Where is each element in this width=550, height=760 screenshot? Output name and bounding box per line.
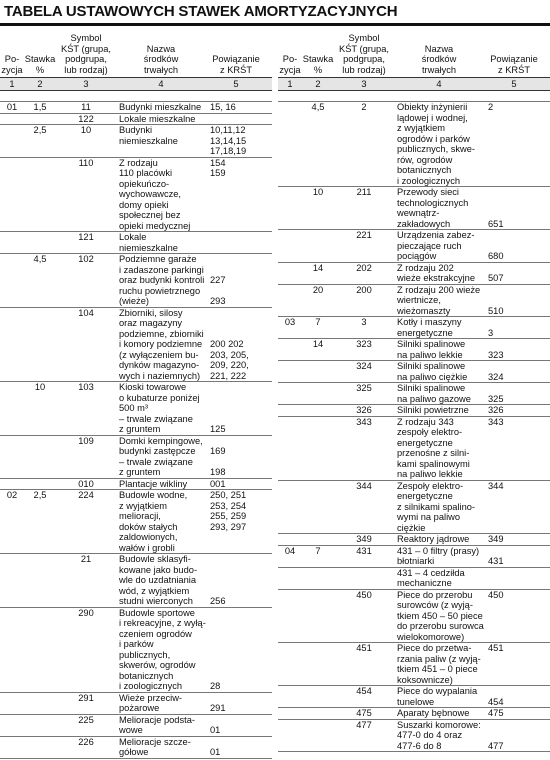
stawka-cell: [24, 232, 56, 253]
table-row: [278, 568, 550, 590]
powiazanie-text: 01: [210, 725, 221, 735]
stawka-cell: 20: [312, 284, 324, 295]
table-row: [278, 285, 550, 318]
nazwa-cell: Obiekty inżynierii lądowej i wodnej, z wyjątkiem ogrodów i parków publicznych, skwe- rów, ogrodów botanicznych i zoologicznych: [397, 102, 476, 186]
header-stawka: Stawka %: [24, 54, 56, 75]
pozycja-cell: [0, 554, 24, 607]
powiazanie-text: 28: [210, 681, 221, 691]
table-header: [278, 28, 550, 78]
powiazanie-cell: [484, 187, 544, 229]
column-number: 3: [83, 79, 89, 89]
pozycja-cell: [278, 534, 302, 545]
stawka-cell: [302, 708, 334, 719]
left-table: [0, 28, 272, 759]
powiazanie-cell: [484, 230, 544, 262]
symbol-cell: 349: [356, 534, 372, 544]
table-row: [278, 534, 550, 546]
symbol-cell: 450: [356, 589, 372, 600]
symbol-cell: 11: [81, 102, 91, 112]
powiazanie-cell: [206, 308, 266, 382]
powiazanie-cell: [484, 102, 544, 186]
symbol-cell: 10: [80, 125, 92, 135]
powiazanie-text: 431: [488, 556, 504, 566]
powiazanie-cell: [484, 405, 544, 416]
powiazanie-cell: [484, 720, 544, 752]
nazwa-cell: Zespoły elektro- energetyczne z silnikami spalino- wymi na paliwo ciężkie: [397, 480, 476, 533]
symbol-cell: 010: [78, 478, 94, 489]
table-row: [278, 405, 550, 417]
powiazanie-cell: [484, 546, 544, 567]
table-row: [278, 643, 550, 686]
pozycja-cell: [0, 308, 24, 382]
table-row: [0, 715, 272, 737]
stawka-cell: 10: [312, 187, 324, 197]
symbol-cell: 224: [78, 490, 94, 500]
pozycja-cell: [0, 232, 24, 253]
left-rows: [0, 102, 272, 759]
table-row: [278, 590, 550, 644]
symbol-cell: 104: [78, 307, 94, 318]
table-row: [278, 230, 550, 263]
column-numbers: [278, 78, 550, 91]
column-number: 5: [511, 79, 517, 89]
stawka-cell: [302, 720, 334, 752]
powiazanie-text: 651: [488, 218, 504, 229]
pozycja-cell: [0, 125, 24, 157]
header-nazwa: Nazwa środków trwałych: [421, 43, 457, 75]
nazwa-cell: Budowle wodne, z wyjątkiem melioracji, doków stałych zaldowionych, wałów i grobli: [119, 490, 188, 553]
column-number: 5: [233, 79, 239, 89]
table-row: [0, 254, 272, 308]
nazwa-cell: Zbiorniki, silosy oraz magazyny podziemne, zbiorniki i komory podziemne (z wyłączeniem bu- dynków magazyno- wych i naziemnych): [119, 307, 204, 381]
symbol-cell: 344: [356, 480, 372, 491]
powiazanie-text: 01: [210, 747, 221, 757]
table-row: [278, 708, 550, 720]
symbol-cell: 202: [356, 262, 372, 273]
powiazanie-cell: [484, 339, 544, 360]
powiazanie-cell: [484, 568, 544, 589]
nazwa-cell: Budynki niemieszkalne: [119, 125, 178, 146]
powiazanie-text: 2: [488, 102, 494, 112]
pozycja-cell: [278, 708, 302, 719]
column-number: 1: [287, 79, 293, 89]
powiazanie-text: 349: [488, 534, 504, 544]
pozycja-cell: [0, 693, 24, 714]
stawka-cell: [24, 436, 56, 478]
stawka-cell: 2,5: [33, 125, 47, 135]
powiazanie-text: 250, 251 253, 254 255, 259 293, 297: [210, 490, 247, 532]
stawka-cell: 14: [312, 339, 324, 349]
table-row: [278, 417, 550, 481]
powiazanie-text: 507: [488, 273, 504, 283]
symbol-cell: 109: [78, 435, 94, 446]
pozycja-cell: [0, 436, 24, 478]
powiazanie-text: 227 293: [210, 275, 226, 306]
stawka-cell: 14: [312, 262, 324, 273]
powiazanie-cell: [206, 382, 266, 435]
nazwa-cell: Podziemne garaże i zadaszone parkingi oraz budynki kontroli ruchu powietrznego (wieże): [119, 254, 205, 306]
symbol-cell: 291: [78, 692, 94, 703]
stawka-cell: [302, 417, 334, 480]
powiazanie-cell: [206, 554, 266, 607]
column-number: 4: [158, 79, 164, 89]
nazwa-cell: Przewody sieci technologicznych wewnątrz- zakładowych: [397, 187, 469, 229]
table-row: [0, 436, 272, 479]
nazwa-cell: Piece do przerobu surowców (z wyją- tkiem 450 – 50 piece do przerobu surowca wielokomorowe): [397, 589, 484, 642]
stawka-cell: [302, 568, 334, 589]
nazwa-cell: Piece do wypalania tunelowe: [397, 686, 478, 707]
table-row: [278, 383, 550, 405]
powiazanie-text: 001: [210, 478, 226, 489]
symbol-cell: 110: [78, 157, 94, 168]
column-numbers: [0, 78, 272, 91]
nazwa-cell: Aparaty bębnowe: [397, 708, 470, 718]
table-row: [0, 114, 272, 126]
right-table: [278, 28, 550, 752]
powiazanie-cell: [206, 125, 266, 157]
pozycja-cell: 04: [284, 545, 296, 556]
stawka-cell: [302, 405, 334, 416]
symbol-cell: 21: [80, 554, 92, 564]
nazwa-cell: Z rodzaju 200 wieże wiertnicze, wieżomaszty: [397, 284, 481, 316]
pozycja-cell: 02: [6, 490, 18, 500]
pozycja-cell: [278, 643, 302, 685]
pozycja-cell: [278, 417, 302, 480]
nazwa-cell: Silniki powietrzne: [397, 405, 469, 415]
nazwa-cell: Suszarki komorowe: 477-0 do 4 oraz 477-6 do 8: [397, 719, 481, 751]
table-row: [0, 232, 272, 254]
symbol-cell: 121: [78, 232, 94, 242]
symbol-cell: 211: [356, 187, 372, 197]
symbol-cell: 2: [361, 102, 367, 112]
stawka-cell: 4,5: [33, 254, 47, 264]
stawka-cell: [24, 737, 56, 758]
nazwa-cell: Silniki spalinowe na paliwo gazowe: [397, 383, 471, 404]
powiazanie-cell: [484, 534, 544, 545]
table-row: [0, 125, 272, 158]
nazwa-cell: Kioski towarowe o kubaturze poniżej 500 m³ – trwale związane z gruntem: [119, 382, 200, 434]
symbol-cell: 451: [356, 643, 372, 653]
pozycja-cell: [0, 715, 24, 736]
table-row: [0, 608, 272, 693]
symbol-cell: 226: [78, 736, 94, 747]
table-row: [0, 693, 272, 715]
table-row: [0, 382, 272, 436]
nazwa-cell: Lokale mieszkalne: [119, 113, 196, 124]
header-symbol: Symbol KŚT (grupa, podgrupa, lub rodzaj): [339, 33, 389, 75]
header-stawka: Stawka %: [302, 54, 334, 75]
powiazanie-cell: [206, 608, 266, 692]
column-separator: [274, 28, 275, 758]
header-pozycja: Po- zycja: [279, 54, 301, 75]
nazwa-cell: 431 – 0 filtry (prasy) błotniarki: [397, 545, 480, 566]
stawka-cell: [24, 479, 56, 490]
pozycja-cell: [0, 737, 24, 758]
symbol-cell: 324: [356, 361, 372, 371]
nazwa-cell: Reaktory jądrowe: [397, 534, 470, 544]
nazwa-cell: Piece do przetwa- rzania paliw (z wyją- tkiem 451 – 0 piece koksownicze): [397, 643, 481, 685]
symbol-cell: 102: [78, 254, 94, 264]
pozycja-cell: [278, 720, 302, 752]
powiazanie-cell: [484, 383, 544, 404]
header-symbol: Symbol KŚT (grupa, podgrupa, lub rodzaj): [61, 33, 111, 75]
column-number: 4: [436, 79, 442, 89]
powiazanie-text: 326: [488, 405, 504, 415]
table-row: [278, 686, 550, 708]
symbol-cell: [334, 568, 394, 589]
powiazanie-cell: [206, 737, 266, 758]
powiazanie-text: 450: [488, 589, 504, 600]
pozycja-cell: [278, 590, 302, 643]
table-row: [278, 361, 550, 383]
nazwa-cell: Kotły i maszyny energetyczne: [397, 317, 462, 338]
symbol-cell: 122: [78, 113, 94, 124]
nazwa-cell: Budynki mieszkalne: [119, 102, 202, 112]
pozycja-cell: [0, 114, 24, 125]
nazwa-cell: Urządzenia zabez- pieczające ruch pociągów: [397, 230, 475, 261]
powiazanie-text: 510: [488, 305, 504, 316]
powiazanie-cell: [484, 361, 544, 382]
powiazanie-text: 169 198: [210, 446, 226, 477]
powiazanie-cell: [206, 436, 266, 478]
powiazanie-text: 475: [488, 708, 504, 718]
nazwa-cell: Lokale niemieszkalne: [119, 232, 178, 253]
powiazanie-cell: [484, 317, 544, 338]
nazwa-cell: Z rodzaju 110 placówki opiekuńczo- wychowawcze, domy opieki społecznej bez opieki medycznej: [119, 157, 191, 231]
nazwa-cell: 431 – 4 cedziłda mechaniczne: [397, 567, 465, 588]
powiazanie-cell: [206, 490, 266, 553]
pozycja-cell: [278, 263, 302, 284]
powiazanie-text: 3: [488, 327, 494, 338]
symbol-cell: 477: [356, 719, 372, 730]
powiazanie-cell: [206, 693, 266, 714]
powiazanie-cell: [484, 481, 544, 534]
nazwa-cell: Wieże przeciw- pożarowe: [119, 692, 183, 713]
table-header: [0, 28, 272, 78]
stawka-cell: 4,5: [311, 102, 325, 112]
stawka-cell: [302, 643, 334, 685]
pozycja-cell: [278, 285, 302, 317]
pozycja-cell: [278, 383, 302, 404]
header-powiazanie: Powiązanie z KRŚT: [490, 54, 538, 75]
powiazanie-text: 10,11,12 13,14,15 17,18,19: [210, 125, 247, 156]
powiazanie-text: 15, 16: [210, 102, 236, 112]
symbol-cell: 431: [356, 545, 372, 556]
pozycja-cell: [278, 481, 302, 534]
stawka-cell: [302, 534, 334, 545]
symbol-cell: 475: [356, 708, 372, 718]
table-row: [278, 187, 550, 230]
symbol-cell: 323: [356, 339, 372, 349]
pozycja-cell: [278, 187, 302, 229]
pozycja-cell: 01: [6, 102, 18, 112]
powiazanie-cell: [484, 686, 544, 707]
symbol-cell: 200: [356, 284, 372, 295]
pozycja-cell: [0, 158, 24, 232]
nazwa-cell: Domki kempingowe, budynki zastępcze – trwale związane z gruntem: [119, 435, 203, 477]
header-spacer: [0, 91, 272, 102]
powiazanie-text: 343: [488, 416, 504, 427]
powiazanie-text: 256: [210, 596, 226, 606]
stawka-cell: 2,5: [33, 490, 47, 500]
powiazanie-text: 125: [210, 424, 226, 434]
powiazanie-cell: [206, 479, 266, 490]
table-row: [278, 263, 550, 285]
stawka-cell: [302, 361, 334, 382]
symbol-cell: 103: [78, 382, 94, 392]
pozycja-cell: [278, 339, 302, 360]
pozycja-cell: [0, 479, 24, 490]
symbol-cell: 3: [361, 317, 367, 327]
nazwa-cell: Budowle sklasyfi- kowane jako budo- wle do uzdatniania wód, z wyjątkiem studni wierconych: [119, 554, 198, 606]
table-row: [0, 158, 272, 233]
symbol-cell: 225: [78, 714, 94, 725]
powiazanie-text: 451: [488, 643, 504, 653]
symbol-cell: 326: [356, 405, 372, 415]
table-row: [278, 317, 550, 339]
table-row: [0, 102, 272, 114]
pozycja-cell: [278, 361, 302, 382]
powiazanie-text: 291: [210, 703, 226, 713]
nazwa-cell: Budowle sportowe i rekreacyjne, z wyłą- czeniem ogrodów i parków publicznych, skwerów, ogrodów botanicznych i zoologicznych: [119, 607, 206, 691]
powiazanie-text: 324: [488, 371, 504, 382]
table-row: [0, 479, 272, 491]
column-number: 3: [361, 79, 367, 89]
symbol-cell: 325: [356, 383, 372, 393]
powiazanie-text: 154 159: [210, 157, 226, 178]
table-row: [0, 308, 272, 383]
column-number: 1: [9, 79, 15, 89]
pozycja-cell: [278, 686, 302, 707]
powiazanie-cell: [484, 417, 544, 480]
stawka-cell: [302, 686, 334, 707]
stawka-cell: [302, 590, 334, 643]
nazwa-cell: Melioracje podsta- wowe: [119, 714, 195, 735]
pozycja-cell: [0, 254, 24, 307]
powiazanie-text: 200 202 203, 205, 209, 220, 221, 222: [210, 339, 249, 381]
nazwa-cell: Z rodzaju 343 zespoły elektro- energetyczne przenośne z silni- kami spalinowymi na paliwo lekkie: [397, 416, 470, 479]
pozycja-cell: [278, 568, 302, 589]
powiazanie-text: 680: [488, 251, 504, 261]
nazwa-cell: Plantacje wikliny: [119, 478, 188, 489]
stawka-cell: 10: [34, 382, 46, 392]
nazwa-cell: Silniki spalinowe na paliwo ciężkie: [397, 361, 468, 382]
header-nazwa: Nazwa środków trwałych: [143, 43, 179, 75]
symbol-cell: 454: [356, 686, 372, 696]
stawka-cell: [24, 608, 56, 692]
powiazanie-cell: [484, 263, 544, 284]
pozycja-cell: [0, 608, 24, 692]
table-row: [0, 490, 272, 554]
powiazanie-cell: [206, 232, 266, 253]
symbol-cell: 221: [356, 230, 372, 240]
table-row: [278, 546, 550, 568]
nazwa-cell: Melioracje szcze- gółowe: [119, 736, 191, 757]
powiazanie-cell: [206, 114, 266, 125]
table-row: [0, 554, 272, 608]
powiazanie-cell: [206, 254, 266, 307]
page-title: TABELA USTAWOWYCH STAWEK AMORTYZACYJNYCH: [4, 3, 398, 20]
stawka-cell: [24, 554, 56, 607]
stawka-cell: [302, 481, 334, 534]
table-row: [278, 339, 550, 361]
powiazanie-cell: [484, 708, 544, 719]
powiazanie-cell: [206, 102, 266, 113]
stawka-cell: 7: [315, 317, 321, 327]
stawka-cell: 7: [315, 545, 321, 556]
powiazanie-cell: [206, 158, 266, 232]
symbol-cell: 290: [78, 607, 94, 618]
powiazanie-text: 344: [488, 480, 504, 491]
pozycja-cell: [278, 405, 302, 416]
title-rule: [0, 23, 550, 26]
stawka-cell: [24, 693, 56, 714]
powiazanie-cell: [484, 643, 544, 685]
table-row: [278, 102, 550, 187]
pozycja-cell: [278, 102, 302, 186]
stawka-cell: [302, 230, 334, 262]
symbol-cell: 343: [356, 416, 372, 427]
header-spacer: [278, 91, 550, 102]
stawka-cell: [24, 308, 56, 382]
header-powiazanie: Powiązanie z KRŚT: [212, 54, 260, 75]
powiazanie-text: 325: [488, 393, 504, 404]
column-number: 2: [37, 79, 43, 89]
powiazanie-cell: [206, 715, 266, 736]
header-pozycja: Po- zycja: [1, 54, 23, 75]
nazwa-cell: Silniki spalinowe na paliwo lekkie: [397, 339, 466, 360]
table-row: [278, 481, 550, 535]
pozycja-cell: [0, 382, 24, 435]
stawka-cell: [24, 114, 56, 125]
stawka-cell: 1,5: [33, 102, 47, 112]
powiazanie-text: 477: [488, 740, 504, 751]
right-rows: [278, 102, 550, 752]
stawka-cell: [24, 158, 56, 232]
table-row: [0, 737, 272, 759]
column-number: 2: [315, 79, 321, 89]
powiazanie-text: 323: [488, 349, 504, 360]
stawka-cell: [302, 383, 334, 404]
pozycja-cell: 03: [284, 317, 296, 327]
powiazanie-text: 454: [488, 696, 504, 707]
powiazanie-cell: [484, 285, 544, 317]
nazwa-cell: Z rodzaju 202 wieże ekstrakcyjne: [397, 262, 476, 283]
stawka-cell: [24, 715, 56, 736]
pozycja-cell: [278, 230, 302, 262]
powiazanie-cell: [484, 590, 544, 643]
table-row: [278, 720, 550, 753]
